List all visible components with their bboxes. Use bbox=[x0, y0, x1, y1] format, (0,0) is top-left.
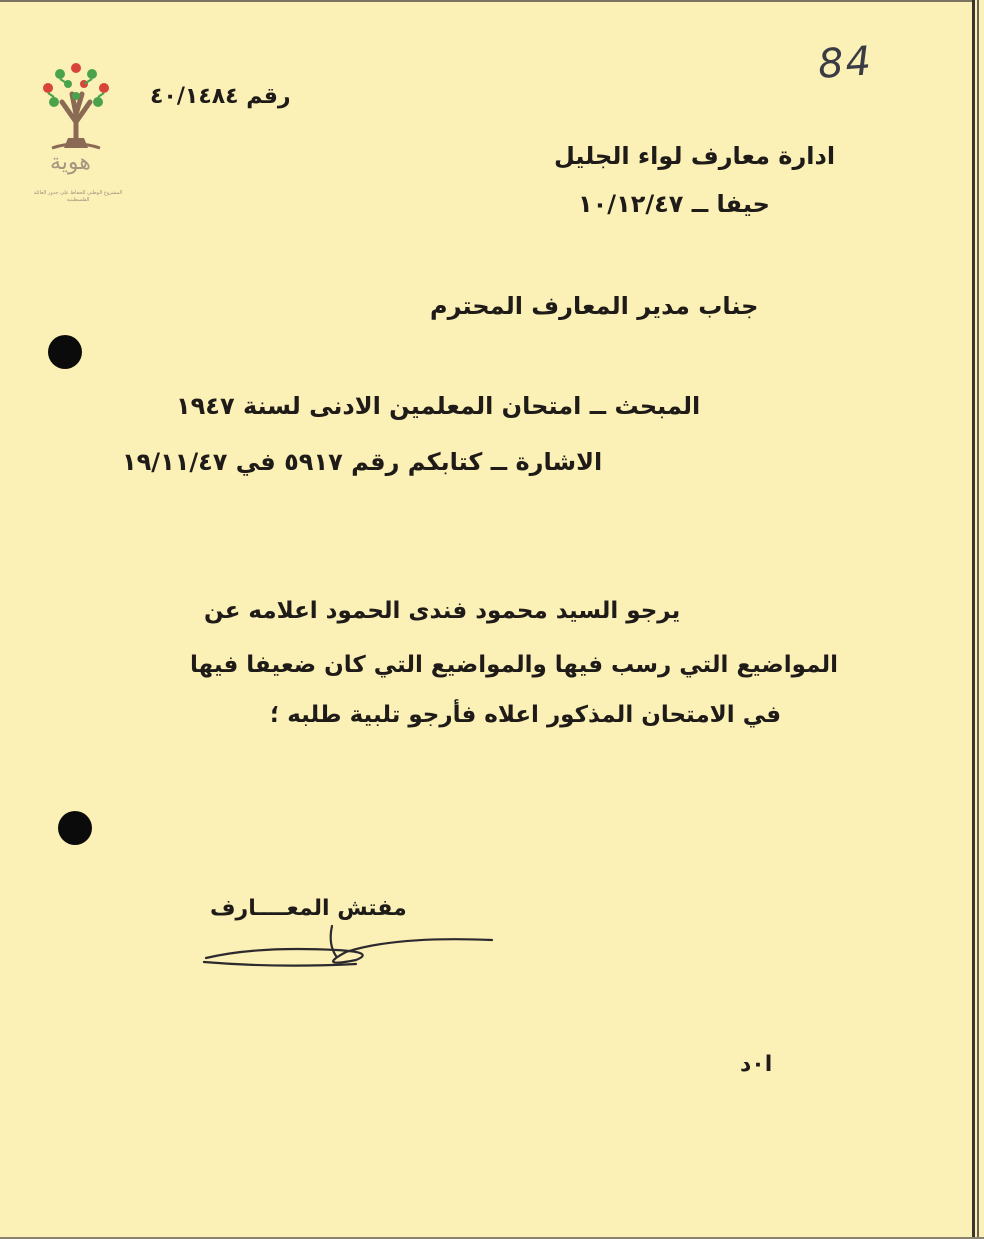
subject-line: المبحث ــ امتحان المعلمين الادنى لسنة ١٩٤٧ bbox=[176, 392, 701, 420]
reference-number: رقم ٤٠/١٤٨٤ bbox=[150, 84, 291, 109]
page-number: 84 bbox=[816, 38, 875, 88]
handwritten-signature bbox=[196, 906, 496, 980]
logo-title: هوية bbox=[50, 150, 91, 175]
sender-office: ادارة معارف لواء الجليل bbox=[554, 142, 836, 170]
body-line-3: في الامتحان المذكور اعلاه فأرجو تلبية طلبه ؛ bbox=[270, 702, 782, 728]
signatory-title: مفتش المعــــارف bbox=[210, 896, 407, 921]
addressee: جناب مدير المعارف المحترم bbox=[430, 292, 759, 320]
page-edge-right bbox=[972, 0, 975, 1239]
punch-hole-top bbox=[48, 335, 82, 369]
body-line-1: يرجو السيد محمود فندى الحمود اعلامه عن bbox=[204, 598, 681, 624]
page-edge-shadow bbox=[977, 0, 979, 1239]
body-line-2: المواضيع التي رسب فيها والمواضيع التي كان ضعيفا فيها bbox=[190, 652, 839, 678]
typist-initials: ا٠د bbox=[740, 1052, 773, 1077]
reference-line: الاشارة ــ كتابكم رقم ٥٩١٧ في ١٩/١١/٤٧ bbox=[122, 448, 603, 476]
tree-logo-icon bbox=[32, 52, 124, 202]
page-edge-top bbox=[0, 0, 975, 2]
logo-caption: المشروع الوطني للحفاظ على جذور العائلة الفلسطينية bbox=[33, 190, 123, 203]
punch-hole-bottom bbox=[58, 811, 92, 845]
place-date: حيفا ــ ١٠/١٢/٤٧ bbox=[578, 190, 770, 218]
